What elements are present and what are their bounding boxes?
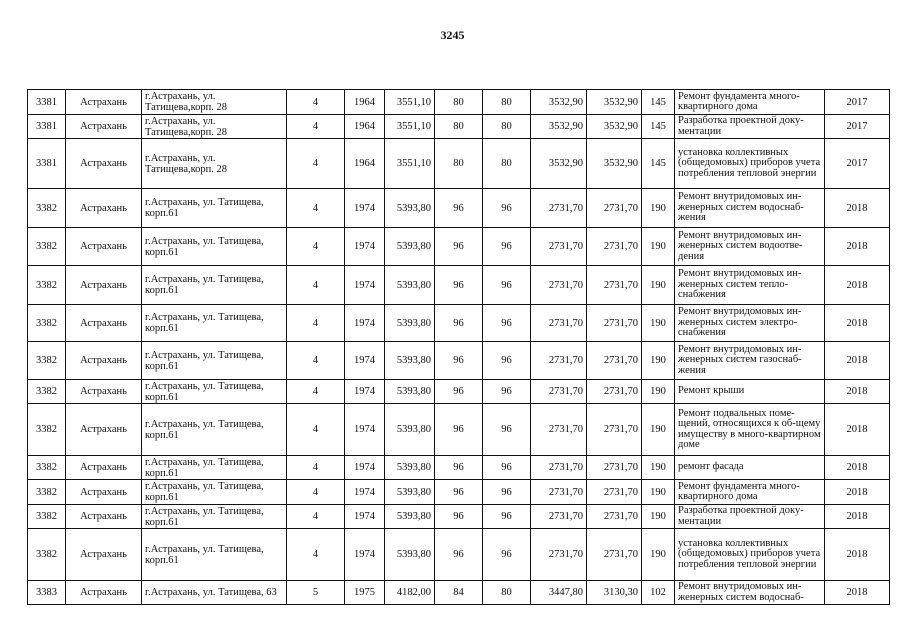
city-cell: Астрахань bbox=[66, 529, 142, 581]
floors-cell: 4 bbox=[287, 139, 345, 189]
private-area-cell: 2731,70 bbox=[587, 505, 642, 529]
apartments-cell: 96 bbox=[435, 480, 483, 505]
plan-year-cell: 2018 bbox=[825, 581, 890, 605]
row-id: 3381 bbox=[28, 139, 66, 189]
total-area-cell: 5393,80 bbox=[385, 404, 435, 456]
residential-apartments-cell: 96 bbox=[483, 480, 531, 505]
work-type-cell: Разработка проектной доку-ментации bbox=[675, 505, 825, 529]
table-row bbox=[28, 342, 890, 380]
address-cell: г.Астрахань, ул. Татищева, корп.61 bbox=[142, 404, 287, 456]
total-area-cell: 5393,80 bbox=[385, 342, 435, 380]
total-area-cell: 5393,80 bbox=[385, 228, 435, 266]
city-cell: Астрахань bbox=[66, 505, 142, 529]
total-area-cell: 3551,10 bbox=[385, 115, 435, 139]
address-cell: г.Астрахань, ул. Татищева, корп.61 bbox=[142, 342, 287, 380]
residential-apartments-cell: 96 bbox=[483, 456, 531, 480]
city-cell: Астрахань bbox=[66, 90, 142, 115]
year-built-cell: 1974 bbox=[345, 480, 385, 505]
residents-cell: 145 bbox=[642, 139, 675, 189]
year-built-cell: 1974 bbox=[345, 305, 385, 342]
apartments-cell: 96 bbox=[435, 529, 483, 581]
work-type-cell: Ремонт внутридомовых ин-женерных систем тепло-снабжения bbox=[675, 266, 825, 305]
row-id: 3383 bbox=[28, 581, 66, 605]
plan-year-cell: 2018 bbox=[825, 342, 890, 380]
floors-cell: 4 bbox=[287, 342, 345, 380]
residents-cell: 190 bbox=[642, 456, 675, 480]
city-cell: Астрахань bbox=[66, 342, 142, 380]
apartments-cell: 96 bbox=[435, 189, 483, 228]
residential-area-cell: 3447,80 bbox=[531, 581, 587, 605]
private-area-cell: 2731,70 bbox=[587, 404, 642, 456]
table-row bbox=[28, 266, 890, 305]
city-cell: Астрахань bbox=[66, 305, 142, 342]
city-cell: Астрахань bbox=[66, 266, 142, 305]
work-type-cell: установка коллективных (общедомовых) приборов учета потребления тепловой энергии bbox=[675, 529, 825, 581]
row-id: 3382 bbox=[28, 456, 66, 480]
floors-cell: 4 bbox=[287, 90, 345, 115]
table-row bbox=[28, 139, 890, 189]
residential-apartments-cell: 80 bbox=[483, 90, 531, 115]
total-area-cell: 5393,80 bbox=[385, 480, 435, 505]
apartments-cell: 96 bbox=[435, 505, 483, 529]
plan-year-cell: 2018 bbox=[825, 266, 890, 305]
city-cell: Астрахань bbox=[66, 380, 142, 404]
plan-year-cell: 2018 bbox=[825, 228, 890, 266]
address-cell: г.Астрахань, ул. Татищева, корп.61 bbox=[142, 529, 287, 581]
city-cell: Астрахань bbox=[66, 189, 142, 228]
floors-cell: 4 bbox=[287, 529, 345, 581]
row-id: 3382 bbox=[28, 480, 66, 505]
floors-cell: 4 bbox=[287, 115, 345, 139]
city-cell: Астрахань bbox=[66, 115, 142, 139]
apartments-cell: 96 bbox=[435, 380, 483, 404]
address-cell: г.Астрахань, ул. Татищева, корп.61 bbox=[142, 266, 287, 305]
plan-year-cell: 2018 bbox=[825, 189, 890, 228]
apartments-cell: 96 bbox=[435, 342, 483, 380]
address-cell: г.Астрахань, ул. Татищева, корп.61 bbox=[142, 380, 287, 404]
total-area-cell: 5393,80 bbox=[385, 266, 435, 305]
floors-cell: 4 bbox=[287, 456, 345, 480]
table-row bbox=[28, 404, 890, 456]
residential-apartments-cell: 96 bbox=[483, 529, 531, 581]
private-area-cell: 2731,70 bbox=[587, 305, 642, 342]
plan-year-cell: 2017 bbox=[825, 115, 890, 139]
private-area-cell: 2731,70 bbox=[587, 456, 642, 480]
private-area-cell: 2731,70 bbox=[587, 189, 642, 228]
address-cell: г.Астрахань, ул. Татищева, корп.61 bbox=[142, 480, 287, 505]
residential-area-cell: 2731,70 bbox=[531, 305, 587, 342]
plan-year-cell: 2018 bbox=[825, 380, 890, 404]
floors-cell: 4 bbox=[287, 228, 345, 266]
year-built-cell: 1974 bbox=[345, 228, 385, 266]
page-number: 3245 bbox=[440, 28, 465, 42]
floors-cell: 4 bbox=[287, 305, 345, 342]
residents-cell: 190 bbox=[642, 380, 675, 404]
residents-cell: 190 bbox=[642, 189, 675, 228]
table-row bbox=[28, 581, 890, 605]
city-cell: Астрахань bbox=[66, 480, 142, 505]
private-area-cell: 2731,70 bbox=[587, 480, 642, 505]
year-built-cell: 1964 bbox=[345, 139, 385, 189]
floors-cell: 5 bbox=[287, 581, 345, 605]
table-row bbox=[28, 380, 890, 404]
address-cell: г.Астрахань, ул. Татищева, корп.61 bbox=[142, 456, 287, 480]
residential-apartments-cell: 96 bbox=[483, 380, 531, 404]
residential-area-cell: 3532,90 bbox=[531, 90, 587, 115]
residential-area-cell: 2731,70 bbox=[531, 404, 587, 456]
total-area-cell: 5393,80 bbox=[385, 189, 435, 228]
address-cell: г.Астрахань, ул. Татищева,корп. 28 bbox=[142, 115, 287, 139]
residents-cell: 190 bbox=[642, 529, 675, 581]
apartments-cell: 96 bbox=[435, 266, 483, 305]
plan-year-cell: 2017 bbox=[825, 139, 890, 189]
residents-cell: 145 bbox=[642, 90, 675, 115]
table-row bbox=[28, 480, 890, 505]
city-cell: Астрахань bbox=[66, 456, 142, 480]
work-type-cell: Ремонт внутридомовых ин-женерных систем водоснаб- bbox=[675, 581, 825, 605]
apartments-cell: 96 bbox=[435, 305, 483, 342]
apartments-cell: 84 bbox=[435, 581, 483, 605]
address-cell: г.Астрахань, ул. Татищева, 63 bbox=[142, 581, 287, 605]
floors-cell: 4 bbox=[287, 266, 345, 305]
row-id: 3382 bbox=[28, 189, 66, 228]
table-row bbox=[28, 189, 890, 228]
row-id: 3382 bbox=[28, 342, 66, 380]
residential-area-cell: 2731,70 bbox=[531, 342, 587, 380]
work-type-cell: Ремонт подвальных поме-щений, относящихся к об-щему имуществу в много-квартирном доме bbox=[675, 404, 825, 456]
row-id: 3381 bbox=[28, 115, 66, 139]
residents-cell: 190 bbox=[642, 505, 675, 529]
address-cell: г.Астрахань, ул. Татищева,корп. 28 bbox=[142, 139, 287, 189]
residential-apartments-cell: 80 bbox=[483, 581, 531, 605]
row-id: 3382 bbox=[28, 505, 66, 529]
private-area-cell: 2731,70 bbox=[587, 342, 642, 380]
row-id: 3382 bbox=[28, 266, 66, 305]
apartments-cell: 80 bbox=[435, 90, 483, 115]
work-type-cell: Ремонт внутридомовых ин-женерных систем газоснаб-жения bbox=[675, 342, 825, 380]
private-area-cell: 2731,70 bbox=[587, 228, 642, 266]
residents-cell: 190 bbox=[642, 266, 675, 305]
residents-cell: 190 bbox=[642, 342, 675, 380]
plan-year-cell: 2018 bbox=[825, 305, 890, 342]
year-built-cell: 1974 bbox=[345, 529, 385, 581]
residential-area-cell: 2731,70 bbox=[531, 529, 587, 581]
private-area-cell: 2731,70 bbox=[587, 529, 642, 581]
work-type-cell: Ремонт внутридомовых ин-женерных систем водоотве-дения bbox=[675, 228, 825, 266]
residential-area-cell: 2731,70 bbox=[531, 189, 587, 228]
private-area-cell: 2731,70 bbox=[587, 380, 642, 404]
address-cell: г.Астрахань, ул. Татищева,корп. 28 bbox=[142, 90, 287, 115]
table-row bbox=[28, 305, 890, 342]
work-type-cell: установка коллективных (общедомовых) приборов учета потребления тепловой энергии bbox=[675, 139, 825, 189]
residents-cell: 145 bbox=[642, 115, 675, 139]
row-id: 3382 bbox=[28, 380, 66, 404]
residents-cell: 190 bbox=[642, 228, 675, 266]
residential-area-cell: 2731,70 bbox=[531, 228, 587, 266]
city-cell: Астрахань bbox=[66, 404, 142, 456]
year-built-cell: 1974 bbox=[345, 380, 385, 404]
total-area-cell: 5393,80 bbox=[385, 505, 435, 529]
year-built-cell: 1975 bbox=[345, 581, 385, 605]
row-id: 3382 bbox=[28, 404, 66, 456]
residential-apartments-cell: 96 bbox=[483, 342, 531, 380]
apartments-cell: 96 bbox=[435, 456, 483, 480]
table-row bbox=[28, 90, 890, 115]
residents-cell: 190 bbox=[642, 404, 675, 456]
table-row bbox=[28, 456, 890, 480]
residential-area-cell: 2731,70 bbox=[531, 480, 587, 505]
residential-apartments-cell: 80 bbox=[483, 115, 531, 139]
table-row bbox=[28, 529, 890, 581]
year-built-cell: 1974 bbox=[345, 342, 385, 380]
year-built-cell: 1964 bbox=[345, 90, 385, 115]
city-cell: Астрахань bbox=[66, 228, 142, 266]
year-built-cell: 1974 bbox=[345, 505, 385, 529]
residential-apartments-cell: 96 bbox=[483, 505, 531, 529]
total-area-cell: 5393,80 bbox=[385, 529, 435, 581]
apartments-cell: 96 bbox=[435, 228, 483, 266]
row-id: 3382 bbox=[28, 228, 66, 266]
plan-year-cell: 2018 bbox=[825, 404, 890, 456]
floors-cell: 4 bbox=[287, 505, 345, 529]
total-area-cell: 4182,00 bbox=[385, 581, 435, 605]
floors-cell: 4 bbox=[287, 404, 345, 456]
residential-apartments-cell: 96 bbox=[483, 266, 531, 305]
plan-year-cell: 2018 bbox=[825, 529, 890, 581]
work-type-cell: Ремонт фундамента много-квартирного дома bbox=[675, 90, 825, 115]
work-type-cell: Ремонт крыши bbox=[675, 380, 825, 404]
row-id: 3382 bbox=[28, 529, 66, 581]
residential-apartments-cell: 96 bbox=[483, 228, 531, 266]
residents-cell: 190 bbox=[642, 305, 675, 342]
floors-cell: 4 bbox=[287, 189, 345, 228]
residential-apartments-cell: 96 bbox=[483, 189, 531, 228]
plan-year-cell: 2017 bbox=[825, 90, 890, 115]
apartments-cell: 80 bbox=[435, 115, 483, 139]
row-id: 3382 bbox=[28, 305, 66, 342]
apartments-cell: 96 bbox=[435, 404, 483, 456]
year-built-cell: 1974 bbox=[345, 456, 385, 480]
residential-apartments-cell: 96 bbox=[483, 404, 531, 456]
residents-cell: 190 bbox=[642, 480, 675, 505]
total-area-cell: 3551,10 bbox=[385, 90, 435, 115]
year-built-cell: 1964 bbox=[345, 115, 385, 139]
work-type-cell: Разработка проектной доку-ментации bbox=[675, 115, 825, 139]
address-cell: г.Астрахань, ул. Татищева, корп.61 bbox=[142, 305, 287, 342]
table-row bbox=[28, 228, 890, 266]
total-area-cell: 5393,80 bbox=[385, 305, 435, 342]
year-built-cell: 1974 bbox=[345, 189, 385, 228]
work-type-cell: ремонт фасада bbox=[675, 456, 825, 480]
apartments-cell: 80 bbox=[435, 139, 483, 189]
plan-year-cell: 2018 bbox=[825, 505, 890, 529]
floors-cell: 4 bbox=[287, 480, 345, 505]
year-built-cell: 1974 bbox=[345, 266, 385, 305]
private-area-cell: 3532,90 bbox=[587, 139, 642, 189]
residential-apartments-cell: 96 bbox=[483, 305, 531, 342]
residential-area-cell: 3532,90 bbox=[531, 139, 587, 189]
residential-area-cell: 2731,70 bbox=[531, 456, 587, 480]
private-area-cell: 3532,90 bbox=[587, 115, 642, 139]
address-cell: г.Астрахань, ул. Татищева, корп.61 bbox=[142, 189, 287, 228]
work-type-cell: Ремонт внутридомовых ин-женерных систем электро-снабжения bbox=[675, 305, 825, 342]
table-row bbox=[28, 115, 890, 139]
plan-year-cell: 2018 bbox=[825, 456, 890, 480]
row-id: 3381 bbox=[28, 90, 66, 115]
total-area-cell: 5393,80 bbox=[385, 456, 435, 480]
residential-apartments-cell: 80 bbox=[483, 139, 531, 189]
city-cell: Астрахань bbox=[66, 139, 142, 189]
work-type-cell: Ремонт фундамента много-квартирного дома bbox=[675, 480, 825, 505]
housing-registry-table bbox=[27, 89, 890, 605]
total-area-cell: 3551,10 bbox=[385, 139, 435, 189]
floors-cell: 4 bbox=[287, 380, 345, 404]
private-area-cell: 2731,70 bbox=[587, 266, 642, 305]
private-area-cell: 3532,90 bbox=[587, 90, 642, 115]
residential-area-cell: 3532,90 bbox=[531, 115, 587, 139]
address-cell: г.Астрахань, ул. Татищева, корп.61 bbox=[142, 228, 287, 266]
residential-area-cell: 2731,70 bbox=[531, 505, 587, 529]
private-area-cell: 3130,30 bbox=[587, 581, 642, 605]
residential-area-cell: 2731,70 bbox=[531, 266, 587, 305]
year-built-cell: 1974 bbox=[345, 404, 385, 456]
work-type-cell: Ремонт внутридомовых ин-женерных систем водоснаб-жения bbox=[675, 189, 825, 228]
residents-cell: 102 bbox=[642, 581, 675, 605]
plan-year-cell: 2018 bbox=[825, 480, 890, 505]
table-row bbox=[28, 505, 890, 529]
city-cell: Астрахань bbox=[66, 581, 142, 605]
residential-area-cell: 2731,70 bbox=[531, 380, 587, 404]
total-area-cell: 5393,80 bbox=[385, 380, 435, 404]
address-cell: г.Астрахань, ул. Татищева, корп.61 bbox=[142, 505, 287, 529]
